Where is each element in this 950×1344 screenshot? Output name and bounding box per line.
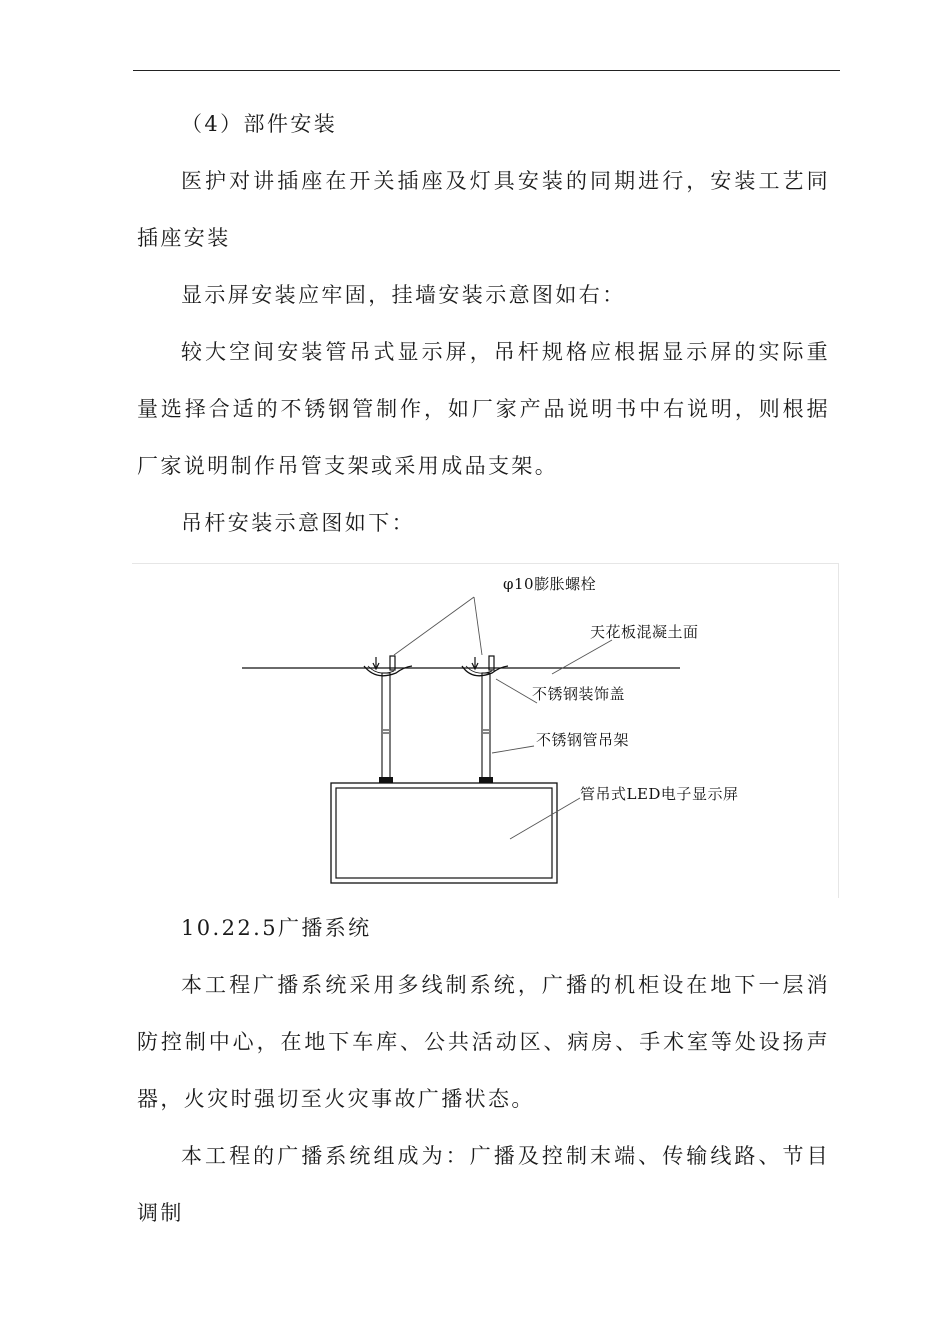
paragraph-intercom: 医护对讲插座在开关插座及灯具安装的同期进行，安装工艺同插座安装 — [137, 169, 830, 250]
label-led-screen: 管吊式LED电子显示屏 — [580, 785, 739, 803]
paragraph-suspended-display: 较大空间安装管吊式显示屏，吊杆规格应根据显示屏的实际重量选择合适的不锈钢管制作，如厂家产品说明书中右说明，则根据厂家说明制作吊管支架或采用成品支架。 — [137, 340, 830, 478]
document-body — [137, 96, 830, 1242]
paragraph-display-wall: 显示屏安装应牢固，挂墙安装示意图如右： — [181, 283, 626, 307]
hanger-installation-diagram — [132, 563, 839, 898]
subsection-heading: （4）部件安装 — [181, 112, 338, 136]
led-display-screen — [331, 783, 557, 883]
diagram-drawing — [132, 563, 839, 898]
right-hanger — [462, 656, 508, 783]
left-hanger — [364, 656, 412, 783]
paragraph-broadcast-components: 本工程的广播系统组成为：广播及控制末端、传输线路、节目调制 — [137, 1144, 830, 1225]
label-expansion-bolt: φ10膨胀螺栓 — [503, 575, 597, 593]
section-heading-broadcast: 10.22.5广播系统 — [181, 916, 372, 940]
header-rule — [133, 70, 840, 71]
label-steel-tube-hanger: 不锈钢管吊架 — [536, 731, 630, 749]
paragraph-broadcast-system: 本工程广播系统采用多线制系统，广播的机柜设在地下一层消防控制中心，在地下车库、公共活动区、病房、手术室等处设扬声器，火灾时强切至火灾事故广播状态。 — [137, 973, 830, 1111]
label-decorative-cover: 不锈钢装饰盖 — [532, 685, 626, 703]
label-ceiling-surface: 天花板混凝土面 — [590, 623, 699, 641]
paragraph-figure-caption: 吊杆安装示意图如下： — [181, 511, 415, 535]
